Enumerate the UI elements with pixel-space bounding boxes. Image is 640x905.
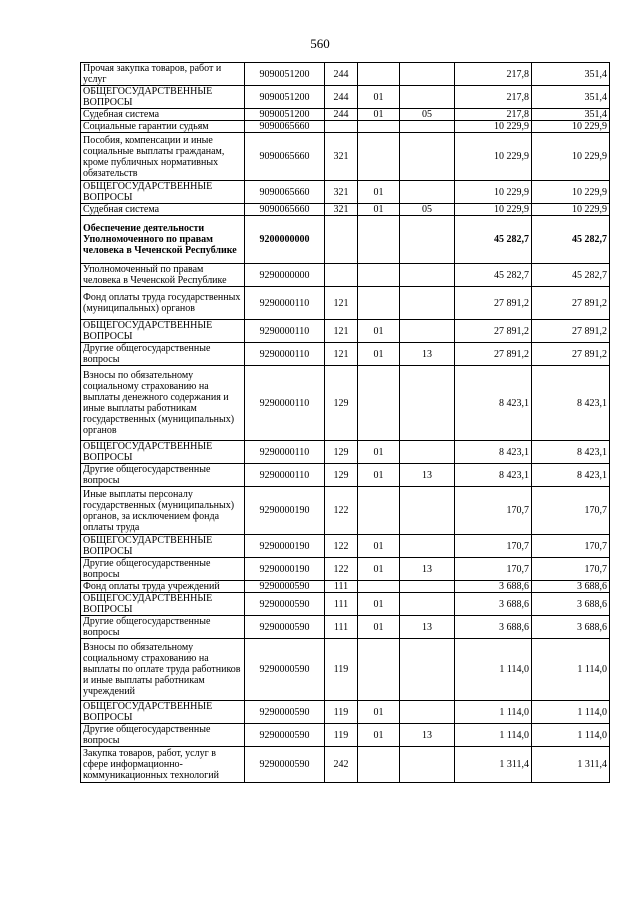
- cell-csr: 9290000110: [245, 464, 325, 487]
- cell-pr: [400, 593, 455, 616]
- cell-rz: 01: [358, 204, 400, 216]
- table-row: [81, 287, 610, 320]
- cell-name: Судебная система: [81, 109, 245, 121]
- cell-vr: 244: [325, 86, 358, 109]
- table-row: [81, 63, 610, 86]
- cell-vr: 119: [325, 639, 358, 701]
- cell-name: Другие общегосударственные вопросы: [81, 558, 245, 581]
- cell-v1: 1 114,0: [455, 724, 532, 747]
- cell-csr: 9290000590: [245, 639, 325, 701]
- cell-csr: 9290000190: [245, 487, 325, 535]
- cell-csr: 9290000590: [245, 747, 325, 783]
- cell-pr: 13: [400, 343, 455, 366]
- cell-vr: 121: [325, 343, 358, 366]
- cell-v1: 45 282,7: [455, 264, 532, 287]
- cell-name: Другие общегосударственные вопросы: [81, 464, 245, 487]
- cell-pr: [400, 581, 455, 593]
- cell-pr: 05: [400, 204, 455, 216]
- cell-rz: 01: [358, 109, 400, 121]
- cell-rz: 01: [358, 320, 400, 343]
- table-row: [81, 366, 610, 441]
- cell-pr: [400, 487, 455, 535]
- cell-name: Уполномоченный по правам человека в Чеченской Республике: [81, 264, 245, 287]
- cell-rz: 01: [358, 558, 400, 581]
- cell-rz: [358, 121, 400, 133]
- cell-name: ОБЩЕГОСУДАРСТВЕННЫЕ ВОПРОСЫ: [81, 441, 245, 464]
- table-row: [81, 264, 610, 287]
- cell-vr: 321: [325, 181, 358, 204]
- cell-v2: 170,7: [532, 535, 610, 558]
- cell-name: Обеспечение деятельности Уполномоченного по правам человека в Чеченской Республике: [81, 216, 245, 264]
- cell-pr: [400, 63, 455, 86]
- cell-csr: 9090065660: [245, 204, 325, 216]
- cell-rz: [358, 264, 400, 287]
- cell-v1: 8 423,1: [455, 464, 532, 487]
- cell-v2: 3 688,6: [532, 581, 610, 593]
- cell-rz: [358, 366, 400, 441]
- cell-csr: 9290000590: [245, 724, 325, 747]
- cell-v2: 45 282,7: [532, 216, 610, 264]
- cell-vr: [325, 216, 358, 264]
- cell-csr: 9090051200: [245, 86, 325, 109]
- table-row: [81, 320, 610, 343]
- table-row: [81, 109, 610, 121]
- cell-vr: 119: [325, 701, 358, 724]
- cell-v2: 10 229,9: [532, 133, 610, 181]
- table-row: [81, 724, 610, 747]
- cell-csr: 9090051200: [245, 63, 325, 86]
- cell-csr: 9290000190: [245, 558, 325, 581]
- table-row: [81, 216, 610, 264]
- cell-v2: 1 114,0: [532, 701, 610, 724]
- cell-rz: [358, 487, 400, 535]
- cell-rz: 01: [358, 343, 400, 366]
- cell-pr: [400, 535, 455, 558]
- table-row: [81, 343, 610, 366]
- cell-v2: 1 114,0: [532, 639, 610, 701]
- cell-pr: [400, 366, 455, 441]
- cell-name: ОБЩЕГОСУДАРСТВЕННЫЕ ВОПРОСЫ: [81, 535, 245, 558]
- table-row: [81, 121, 610, 133]
- cell-v2: 8 423,1: [532, 441, 610, 464]
- cell-pr: 13: [400, 724, 455, 747]
- table-row: [81, 464, 610, 487]
- table-row: [81, 181, 610, 204]
- cell-v1: 1 114,0: [455, 639, 532, 701]
- cell-v1: 27 891,2: [455, 320, 532, 343]
- cell-csr: 9290000000: [245, 264, 325, 287]
- cell-rz: [358, 581, 400, 593]
- cell-vr: 122: [325, 487, 358, 535]
- table-body: [81, 63, 610, 783]
- cell-pr: 13: [400, 464, 455, 487]
- cell-v1: 170,7: [455, 487, 532, 535]
- cell-v2: 8 423,1: [532, 464, 610, 487]
- cell-v1: 170,7: [455, 535, 532, 558]
- cell-vr: 122: [325, 558, 358, 581]
- cell-vr: 129: [325, 366, 358, 441]
- cell-v1: 45 282,7: [455, 216, 532, 264]
- table-row: [81, 86, 610, 109]
- table-row: [81, 701, 610, 724]
- cell-name: Взносы по обязательному социальному страхованию на выплаты денежного содержания и иные выплаты работникам государственных (муниципальных) органов: [81, 366, 245, 441]
- cell-name: ОБЩЕГОСУДАРСТВЕННЫЕ ВОПРОСЫ: [81, 86, 245, 109]
- cell-csr: 9290000590: [245, 581, 325, 593]
- cell-name: Взносы по обязательному социальному страхованию на выплаты по оплате труда работников и иные выплаты работникам учреждений: [81, 639, 245, 701]
- cell-pr: [400, 701, 455, 724]
- cell-pr: [400, 86, 455, 109]
- budget-table: [80, 62, 610, 783]
- cell-csr: 9290000110: [245, 320, 325, 343]
- cell-pr: 05: [400, 109, 455, 121]
- cell-csr: 9090065660: [245, 121, 325, 133]
- cell-rz: [358, 747, 400, 783]
- cell-name: ОБЩЕГОСУДАРСТВЕННЫЕ ВОПРОСЫ: [81, 320, 245, 343]
- cell-name: Другие общегосударственные вопросы: [81, 343, 245, 366]
- cell-v1: 1 114,0: [455, 701, 532, 724]
- cell-name: Прочая закупка товаров, работ и услуг: [81, 63, 245, 86]
- cell-vr: 119: [325, 724, 358, 747]
- cell-pr: [400, 639, 455, 701]
- cell-v1: 10 229,9: [455, 121, 532, 133]
- cell-v2: 27 891,2: [532, 343, 610, 366]
- cell-vr: 111: [325, 593, 358, 616]
- cell-v2: 1 311,4: [532, 747, 610, 783]
- cell-v1: 10 229,9: [455, 133, 532, 181]
- cell-v2: 3 688,6: [532, 593, 610, 616]
- cell-v2: 8 423,1: [532, 366, 610, 441]
- cell-pr: [400, 441, 455, 464]
- cell-pr: 13: [400, 616, 455, 639]
- page-number: 560: [310, 36, 330, 51]
- cell-pr: [400, 181, 455, 204]
- cell-v1: 3 688,6: [455, 616, 532, 639]
- cell-pr: 13: [400, 558, 455, 581]
- cell-vr: 121: [325, 287, 358, 320]
- cell-v2: 27 891,2: [532, 287, 610, 320]
- cell-rz: 01: [358, 86, 400, 109]
- cell-csr: 9290000590: [245, 593, 325, 616]
- cell-rz: 01: [358, 724, 400, 747]
- cell-v1: 170,7: [455, 558, 532, 581]
- cell-name: Иные выплаты персоналу государственных (муниципальных) органов, за исключением фонда оплаты труда: [81, 487, 245, 535]
- cell-vr: 122: [325, 535, 358, 558]
- table-row: [81, 593, 610, 616]
- cell-vr: [325, 121, 358, 133]
- cell-name: Другие общегосударственные вопросы: [81, 724, 245, 747]
- cell-pr: [400, 133, 455, 181]
- cell-name: Фонд оплаты труда государственных (муниципальных) органов: [81, 287, 245, 320]
- cell-name: Фонд оплаты труда учреждений: [81, 581, 245, 593]
- table-row: [81, 747, 610, 783]
- cell-v1: 10 229,9: [455, 204, 532, 216]
- cell-rz: 01: [358, 593, 400, 616]
- cell-v1: 3 688,6: [455, 593, 532, 616]
- table-row: [81, 581, 610, 593]
- cell-csr: 9290000110: [245, 287, 325, 320]
- cell-v2: 351,4: [532, 63, 610, 86]
- cell-v1: 3 688,6: [455, 581, 532, 593]
- cell-pr: [400, 216, 455, 264]
- cell-name: Закупка товаров, работ, услуг в сфере информационно-коммуникационных технологий: [81, 747, 245, 783]
- cell-vr: 129: [325, 441, 358, 464]
- cell-pr: [400, 320, 455, 343]
- cell-v2: 27 891,2: [532, 320, 610, 343]
- cell-v2: 10 229,9: [532, 204, 610, 216]
- cell-v2: 1 114,0: [532, 724, 610, 747]
- cell-rz: [358, 639, 400, 701]
- cell-pr: [400, 121, 455, 133]
- cell-pr: [400, 747, 455, 783]
- cell-name: ОБЩЕГОСУДАРСТВЕННЫЕ ВОПРОСЫ: [81, 701, 245, 724]
- cell-vr: 129: [325, 464, 358, 487]
- cell-vr: 321: [325, 204, 358, 216]
- cell-pr: [400, 287, 455, 320]
- cell-v1: 27 891,2: [455, 287, 532, 320]
- cell-v1: 217,8: [455, 109, 532, 121]
- cell-vr: 321: [325, 133, 358, 181]
- cell-name: Судебная система: [81, 204, 245, 216]
- cell-rz: [358, 63, 400, 86]
- table-row: [81, 441, 610, 464]
- cell-pr: [400, 264, 455, 287]
- cell-name: ОБЩЕГОСУДАРСТВЕННЫЕ ВОПРОСЫ: [81, 181, 245, 204]
- cell-v1: 1 311,4: [455, 747, 532, 783]
- cell-name: Другие общегосударственные вопросы: [81, 616, 245, 639]
- cell-csr: 9090051200: [245, 109, 325, 121]
- cell-csr: 9290000590: [245, 616, 325, 639]
- cell-rz: 01: [358, 464, 400, 487]
- cell-csr: 9090065660: [245, 181, 325, 204]
- cell-v2: 3 688,6: [532, 616, 610, 639]
- cell-rz: [358, 287, 400, 320]
- cell-csr: 9290000590: [245, 701, 325, 724]
- cell-vr: 121: [325, 320, 358, 343]
- cell-v2: 170,7: [532, 558, 610, 581]
- cell-v1: 217,8: [455, 63, 532, 86]
- cell-v1: 10 229,9: [455, 181, 532, 204]
- cell-v2: 10 229,9: [532, 181, 610, 204]
- cell-v1: 27 891,2: [455, 343, 532, 366]
- cell-v1: 8 423,1: [455, 441, 532, 464]
- cell-vr: 244: [325, 63, 358, 86]
- cell-rz: 01: [358, 535, 400, 558]
- cell-csr: 9290000190: [245, 535, 325, 558]
- cell-v2: 45 282,7: [532, 264, 610, 287]
- table-row: [81, 133, 610, 181]
- table-row: [81, 558, 610, 581]
- cell-name: Пособия, компенсации и иные социальные выплаты гражданам, кроме публичных нормативных обязательств: [81, 133, 245, 181]
- cell-name: ОБЩЕГОСУДАРСТВЕННЫЕ ВОПРОСЫ: [81, 593, 245, 616]
- cell-csr: 9290000110: [245, 366, 325, 441]
- cell-rz: 01: [358, 701, 400, 724]
- cell-vr: [325, 264, 358, 287]
- cell-csr: 9290000110: [245, 343, 325, 366]
- cell-rz: 01: [358, 441, 400, 464]
- cell-csr: 9290000110: [245, 441, 325, 464]
- cell-v2: 170,7: [532, 487, 610, 535]
- cell-v2: 10 229,9: [532, 121, 610, 133]
- cell-rz: [358, 216, 400, 264]
- cell-name: Социальные гарантии судьям: [81, 121, 245, 133]
- cell-rz: [358, 133, 400, 181]
- cell-vr: 111: [325, 616, 358, 639]
- cell-v2: 351,4: [532, 86, 610, 109]
- cell-csr: 9090065660: [245, 133, 325, 181]
- table-row: [81, 535, 610, 558]
- cell-rz: 01: [358, 181, 400, 204]
- cell-vr: 244: [325, 109, 358, 121]
- table-row: [81, 204, 610, 216]
- table-row: [81, 639, 610, 701]
- cell-vr: 111: [325, 581, 358, 593]
- cell-v1: 8 423,1: [455, 366, 532, 441]
- cell-vr: 242: [325, 747, 358, 783]
- cell-v1: 217,8: [455, 86, 532, 109]
- cell-rz: 01: [358, 616, 400, 639]
- table-row: [81, 616, 610, 639]
- cell-v2: 351,4: [532, 109, 610, 121]
- cell-csr: 9200000000: [245, 216, 325, 264]
- table-row: [81, 487, 610, 535]
